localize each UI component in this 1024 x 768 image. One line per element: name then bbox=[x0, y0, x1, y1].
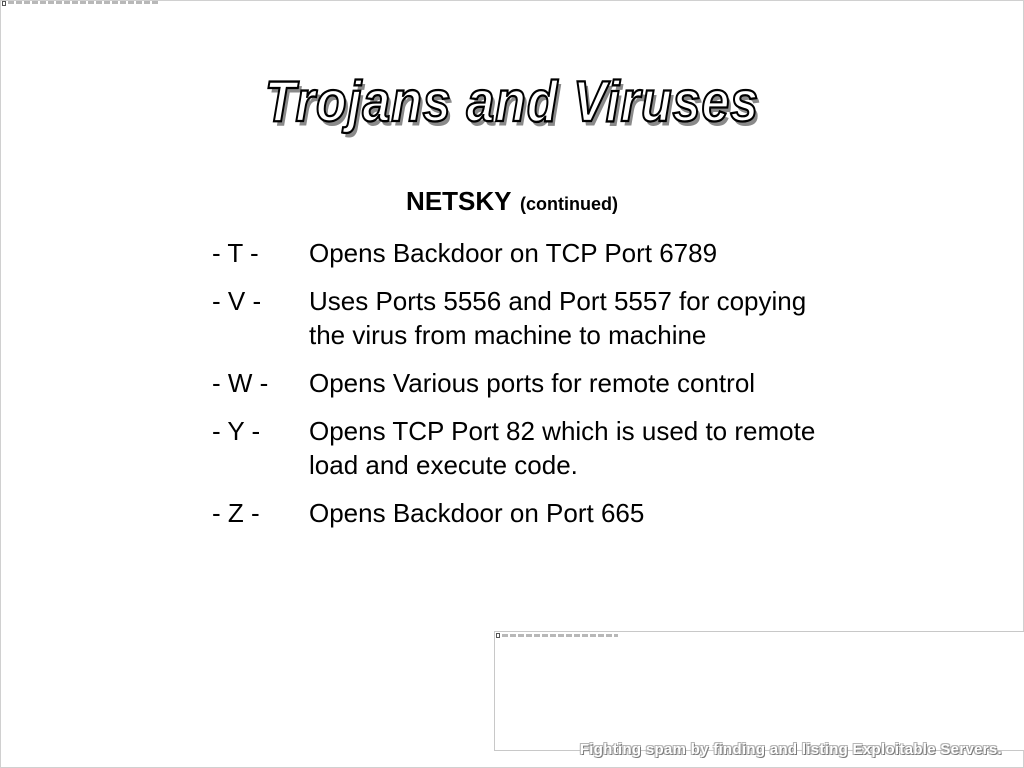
item-code: - T - bbox=[212, 238, 259, 268]
item-description: Opens Backdoor on TCP Port 6789 bbox=[309, 238, 718, 268]
item-code: - Z - bbox=[212, 498, 260, 528]
image-placeholder-text bbox=[502, 634, 618, 637]
list-item bbox=[212, 236, 832, 270]
item-code: - W - bbox=[212, 368, 269, 398]
list-item bbox=[212, 496, 832, 530]
list-item bbox=[212, 284, 832, 352]
item-description: Opens Backdoor on Port 665 bbox=[309, 498, 645, 528]
subtitle-sub: (continued) bbox=[519, 194, 618, 214]
inner-image-frame bbox=[494, 631, 1024, 751]
subtitle-main: NETSKY bbox=[406, 186, 512, 216]
item-list bbox=[212, 236, 832, 544]
top-image-placeholder bbox=[1, 1, 161, 7]
item-description: Opens TCP Port 82 which is used to remote load and execute code. bbox=[309, 416, 816, 480]
broken-image-icon bbox=[496, 633, 500, 638]
list-item bbox=[212, 366, 832, 400]
item-description: Opens Various ports for remote control bbox=[309, 368, 756, 398]
image-placeholder-text bbox=[8, 1, 160, 4]
broken-image-icon bbox=[2, 1, 6, 6]
item-code: - V - bbox=[212, 286, 262, 316]
item-description: Uses Ports 5556 and Port 5557 for copying the virus from machine to machine bbox=[309, 286, 807, 350]
item-code: - Y - bbox=[212, 416, 261, 446]
footer-tagline: Fighting spam by finding and listing Exploitable Servers. bbox=[579, 741, 1002, 758]
slide-title: Trojans and Viruses bbox=[264, 69, 760, 134]
slide-subtitle bbox=[0, 186, 1024, 217]
list-item bbox=[212, 414, 832, 482]
